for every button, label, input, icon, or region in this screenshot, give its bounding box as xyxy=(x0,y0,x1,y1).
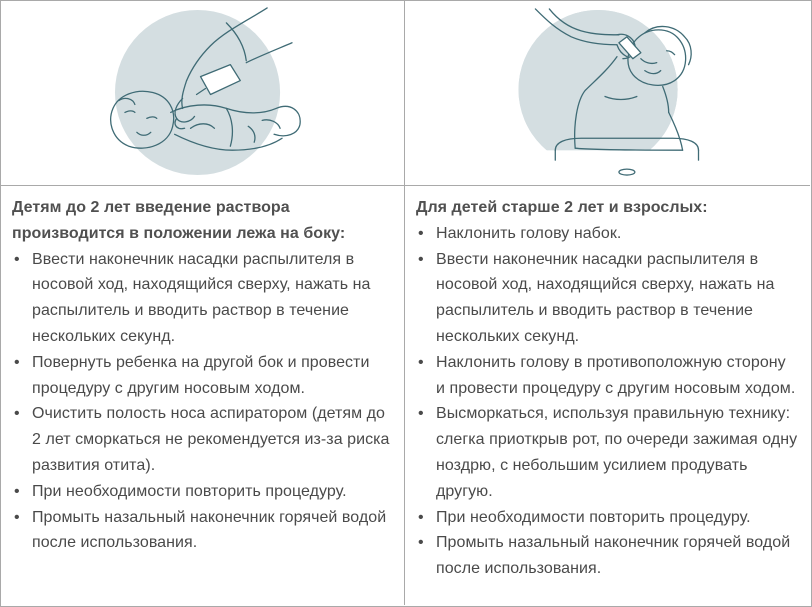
list-item: • Наклонить голову в противоположную сторону и провести процедуру с другим носовым ходом. xyxy=(416,350,798,402)
infant-spray-illustration xyxy=(1,1,404,185)
infant-steps-list xyxy=(12,247,392,557)
illustration-cell-infant xyxy=(1,1,405,186)
list-item: • Очистить полость носа аспиратором (детям до 2 лет сморкаться не рекомендуется из-за риска развития отита). xyxy=(12,401,392,478)
background-circle xyxy=(115,10,280,175)
infant-instructions xyxy=(1,186,405,605)
adult-heading: Для детей старше 2 лет и взрослых: xyxy=(416,199,708,216)
list-item: • Промыть назальный наконечник горячей водой после использования. xyxy=(12,505,392,557)
list-item: • Наклонить голову набок. xyxy=(416,221,798,247)
list-item: • Ввести наконечник насадки распылителя в носовой ход, находящийся сверху, нажать на распылитель и вводить раствор в течение нескольких секунд. xyxy=(12,247,392,350)
list-item: • Высморкаться, используя правильную технику: слегка приоткрыв рот, по очереди зажимая одну ноздрю, с небольшим усилием продувать другую. xyxy=(416,401,798,504)
adult-steps-list xyxy=(416,221,798,582)
list-item: • При необходимости повторить процедуру. xyxy=(416,505,798,531)
list-item: • Повернуть ребенка на другой бок и провести процедуру с другим носовым ходом. xyxy=(12,350,392,402)
list-item: • При необходимости повторить процедуру. xyxy=(12,479,392,505)
illustration-cell-adult xyxy=(405,1,810,186)
adult-instructions xyxy=(405,186,810,605)
list-item: • Ввести наконечник насадки распылителя в носовой ход, находящийся сверху, нажать на распылитель и вводить раствор в течение нескольких секунд. xyxy=(416,247,798,350)
list-item: • Промыть назальный наконечник горячей водой после использования. xyxy=(416,530,798,582)
infant-heading: Детям до 2 лет введение раствора производится в положении лежа на боку: xyxy=(12,199,346,242)
adult-spray-illustration xyxy=(405,1,810,185)
